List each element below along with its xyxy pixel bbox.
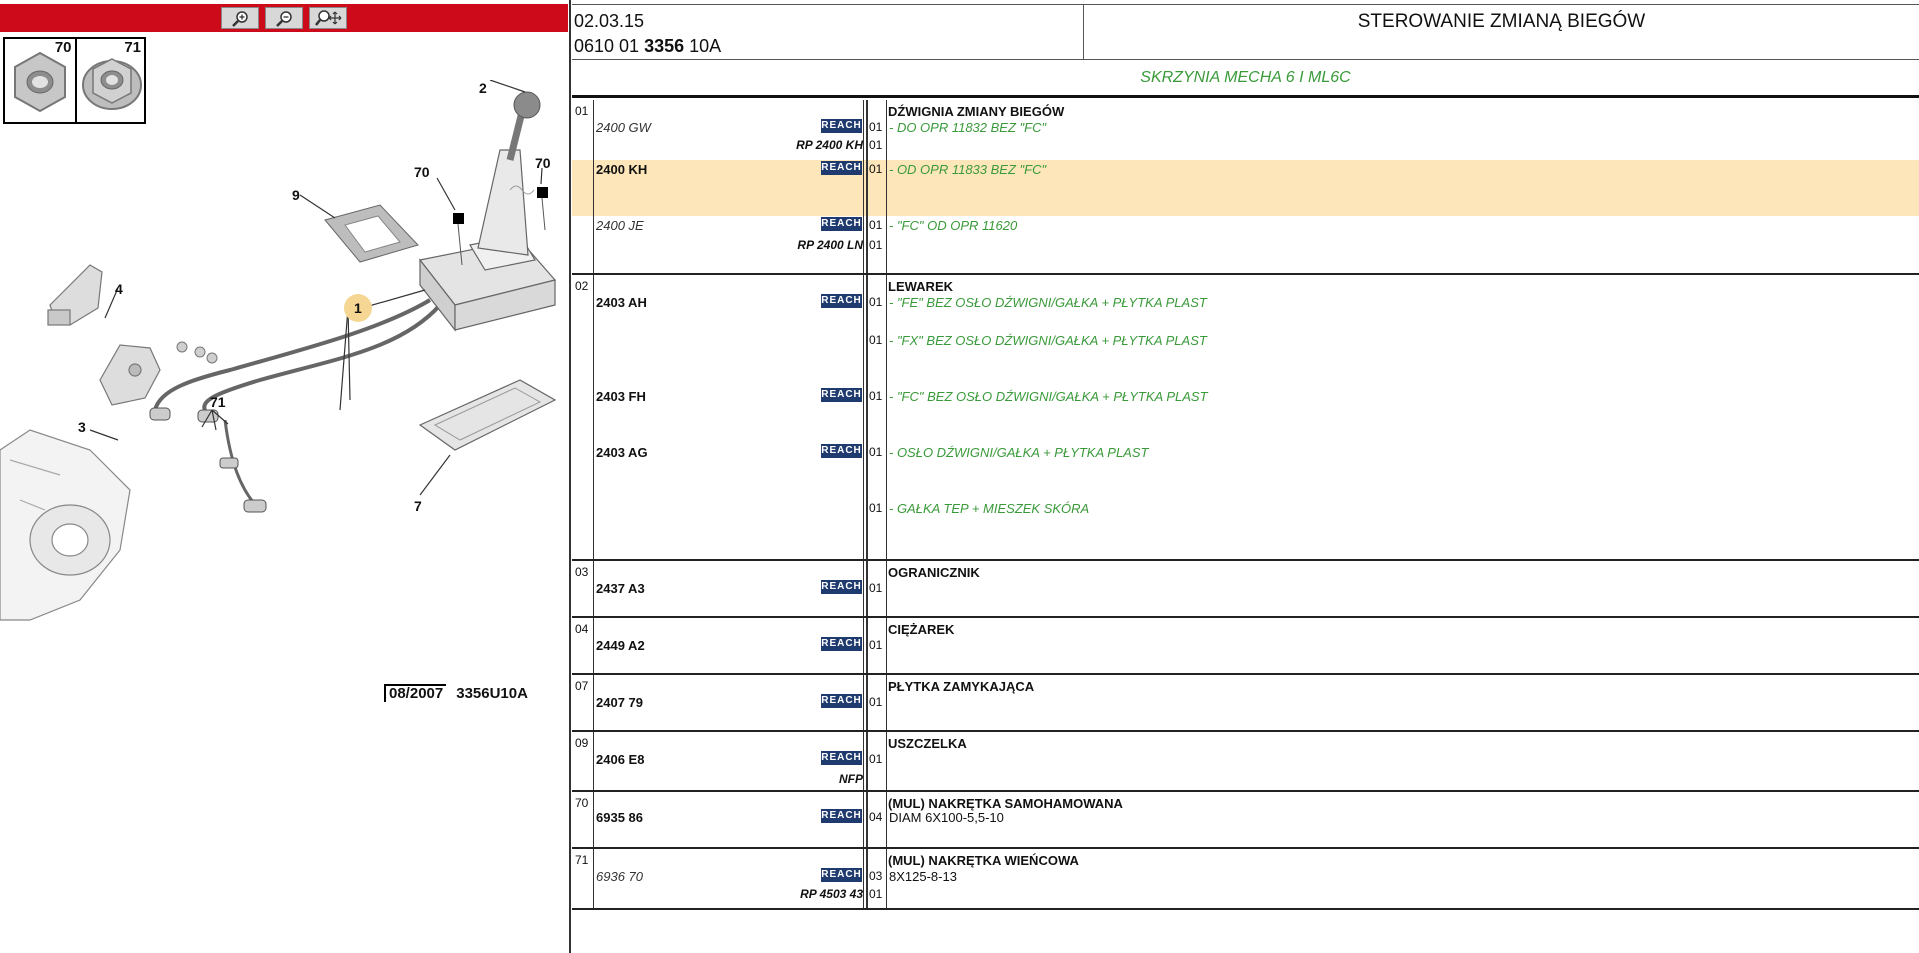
quantity: 01 <box>869 581 883 595</box>
column-divider <box>866 275 868 559</box>
shifter-housing-part-1 <box>420 150 555 330</box>
column-divider <box>866 732 868 790</box>
replacement-reference: RP 2400 KH <box>796 138 863 152</box>
quantity: 01 <box>869 162 883 176</box>
part-reference[interactable]: 2437 A3 <box>596 581 645 596</box>
column-divider <box>886 675 887 730</box>
nut-marker-70 <box>453 213 464 224</box>
callout-label: 71 <box>210 394 226 410</box>
quantity: 03 <box>869 869 883 883</box>
gearbox-housing <box>0 430 130 620</box>
nuts-part-71 <box>177 342 217 363</box>
group-description: (MUL) NAKRĘTKA SAMOHAMOWANA <box>888 796 1123 811</box>
part-note: - OSŁO DŹWIGNI/GAŁKA + PŁYTKA PLAST <box>889 445 1149 460</box>
reach-badge: REACH <box>821 581 862 592</box>
group-description: DŹWIGNIA ZMIANY BIEGÓW <box>888 104 1065 119</box>
group-description: CIĘŻAREK <box>888 622 955 637</box>
column-divider <box>886 561 887 616</box>
quantity: 01 <box>869 887 883 901</box>
bracket-part-4 <box>48 265 102 325</box>
panel-divider[interactable] <box>569 0 571 953</box>
part-group-71 <box>572 849 1919 910</box>
callout-label: 3 <box>78 419 86 435</box>
quantity: 01 <box>869 638 883 652</box>
header-code-prefix: 0610 01 <box>574 36 645 56</box>
reach-badge: REACH <box>821 295 862 306</box>
quantity: 01 <box>869 389 883 403</box>
part-reference[interactable]: 2403 FH <box>596 389 646 404</box>
zoom-pan-button[interactable] <box>309 7 347 29</box>
part-reference[interactable]: 2407 79 <box>596 695 643 710</box>
group-number: 71 <box>575 853 589 867</box>
zoom-out-icon <box>269 9 299 27</box>
quantity: 01 <box>869 333 883 347</box>
group-number: 02 <box>575 279 589 293</box>
quantity: 01 <box>869 501 883 515</box>
part-group-04 <box>572 618 1919 675</box>
callout-label: 4 <box>115 281 123 297</box>
quantity: 01 <box>869 238 883 252</box>
part-reference[interactable]: 2400 KH <box>596 162 648 177</box>
group-number: 07 <box>575 679 589 693</box>
header-code-suffix: 10A <box>684 36 722 56</box>
reach-badge: REACH <box>821 162 862 173</box>
part-reference[interactable]: 6936 70 <box>596 869 643 884</box>
group-description: OGRANICZNIK <box>888 565 980 580</box>
zoom-in-icon <box>225 9 255 27</box>
replacement-reference: NFP <box>839 772 863 786</box>
group-number: 09 <box>575 736 589 750</box>
part-reference[interactable]: 2400 JE <box>596 218 644 233</box>
column-divider <box>863 561 864 616</box>
part-group-01 <box>572 100 1919 275</box>
nut-marker-70 <box>537 187 548 198</box>
column-divider <box>863 792 864 847</box>
bracket-part-3 <box>100 345 160 405</box>
part-note: - "FC" BEZ OSŁO DŹWIGNI/GAŁKA + PŁYTKA PLAST <box>889 389 1208 404</box>
column-divider <box>593 275 594 559</box>
reach-badge: REACH <box>821 869 862 880</box>
column-divider <box>863 618 864 673</box>
part-note: - "FX" BEZ OSŁO DŹWIGNI/GAŁKA + PŁYTKA PLAST <box>889 333 1207 348</box>
diagram-code: 3356U10A <box>456 684 528 702</box>
header-title-box <box>1083 5 1919 60</box>
column-divider <box>886 792 887 847</box>
column-divider <box>866 792 868 847</box>
quantity: 04 <box>869 810 883 824</box>
quantity: 01 <box>869 295 883 309</box>
quantity: 01 <box>869 445 883 459</box>
column-divider <box>866 618 868 673</box>
reach-badge: REACH <box>821 445 862 456</box>
group-number: 70 <box>575 796 589 810</box>
group-number: 04 <box>575 622 589 636</box>
part-group-70 <box>572 792 1919 849</box>
part-spec: DIAM 6X100-5,5-10 <box>889 810 1004 825</box>
group-number: 01 <box>575 104 589 118</box>
column-divider <box>886 275 887 559</box>
callout-label: 9 <box>292 187 300 203</box>
callout-label: 1 <box>354 300 362 316</box>
header-code-main: 3356 <box>644 36 685 56</box>
part-reference[interactable]: 2406 E8 <box>596 752 645 767</box>
reach-badge: REACH <box>821 752 862 763</box>
parts-list-panel <box>572 4 1919 953</box>
column-divider <box>593 849 594 908</box>
part-note: - "FC" OD OPR 11620 <box>889 218 1018 233</box>
quantity: 01 <box>869 120 883 134</box>
diagram-panel <box>0 0 568 953</box>
column-divider <box>593 561 594 616</box>
column-divider <box>593 732 594 790</box>
shift-cables <box>155 300 440 510</box>
quantity: 01 <box>869 218 883 232</box>
column-divider <box>886 732 887 790</box>
part-reference[interactable]: 2400 GW <box>596 120 651 135</box>
part-note: - DO OPR 11832 BEZ "FC" <box>889 120 1047 135</box>
exploded-diagram <box>0 80 568 640</box>
gasket-part-9 <box>325 205 418 262</box>
column-divider <box>886 100 887 273</box>
group-description: USZCZELKA <box>888 736 967 751</box>
group-description: LEWAREK <box>888 279 953 294</box>
column-divider <box>593 792 594 847</box>
callout-label: 70 <box>414 164 430 180</box>
page-header <box>572 4 1919 60</box>
callout-label: 70 <box>535 155 551 171</box>
reach-badge: REACH <box>821 810 862 821</box>
zoom-out-button[interactable] <box>265 7 303 29</box>
header-date: 02.03.15 <box>574 11 645 31</box>
header-code <box>574 36 721 57</box>
part-note: - "FE" BEZ OSŁO DŹWIGNI/GAŁKA + PŁYTKA PLAST <box>889 295 1207 310</box>
quantity: 01 <box>869 695 883 709</box>
group-description: PŁYTKA ZAMYKAJĄCA <box>888 679 1035 694</box>
column-divider <box>863 100 864 273</box>
reach-badge: REACH <box>821 120 862 131</box>
group-description: (MUL) NAKRĘTKA WIEŃCOWA <box>888 853 1079 868</box>
column-divider <box>866 561 868 616</box>
part-group-03 <box>572 561 1919 618</box>
part-group-02 <box>572 275 1919 561</box>
part-reference[interactable]: 2403 AH <box>596 295 647 310</box>
group-number: 03 <box>575 565 589 579</box>
column-divider <box>863 732 864 790</box>
column-divider <box>866 100 868 273</box>
page-title: STEROWANIE ZMIANĄ BIEGÓW <box>1357 11 1646 32</box>
column-divider <box>863 675 864 730</box>
selected-row-highlight[interactable] <box>572 160 1919 216</box>
column-divider <box>886 849 887 908</box>
part-group-09 <box>572 732 1919 792</box>
column-divider <box>863 849 864 908</box>
callout-label: 2 <box>479 80 487 96</box>
part-note: - OD OPR 11833 BEZ "FC" <box>889 162 1047 177</box>
zoom-pan-icon <box>313 9 343 27</box>
thumb-number: 70 <box>54 39 72 56</box>
replacement-reference: RP 2400 LN <box>797 238 863 252</box>
reach-badge: REACH <box>821 218 862 229</box>
column-divider <box>866 849 868 908</box>
reach-badge: REACH <box>821 638 862 649</box>
column-divider <box>593 618 594 673</box>
column-divider <box>593 100 594 273</box>
thumb-number: 71 <box>124 39 141 56</box>
part-group-07 <box>572 675 1919 732</box>
column-divider <box>863 275 864 559</box>
diagram-date: 08/2007 <box>384 684 446 702</box>
reach-badge: REACH <box>821 389 862 400</box>
diagram-toolbar <box>0 4 568 32</box>
zoom-in-button[interactable] <box>221 7 259 29</box>
part-reference[interactable]: 2403 AG <box>596 445 648 460</box>
replacement-reference: RP 4503 43 <box>800 887 863 901</box>
column-divider <box>593 675 594 730</box>
part-spec: 8X125-8-13 <box>889 869 957 884</box>
parts-table <box>572 100 1919 910</box>
quantity: 01 <box>869 138 883 152</box>
diagram-reference <box>384 684 528 702</box>
reach-badge: REACH <box>821 695 862 706</box>
callout-label: 7 <box>414 498 422 514</box>
column-divider <box>866 675 868 730</box>
plate-part-7 <box>420 380 555 450</box>
part-note: - GAŁKA TEP + MIESZEK SKÓRA <box>889 501 1090 516</box>
column-divider <box>886 618 887 673</box>
quantity: 01 <box>869 752 883 766</box>
part-reference[interactable]: 2449 A2 <box>596 638 645 653</box>
page-subtitle: SKRZYNIA MECHA 6 I ML6C <box>572 60 1919 98</box>
part-reference[interactable]: 6935 86 <box>596 810 643 825</box>
